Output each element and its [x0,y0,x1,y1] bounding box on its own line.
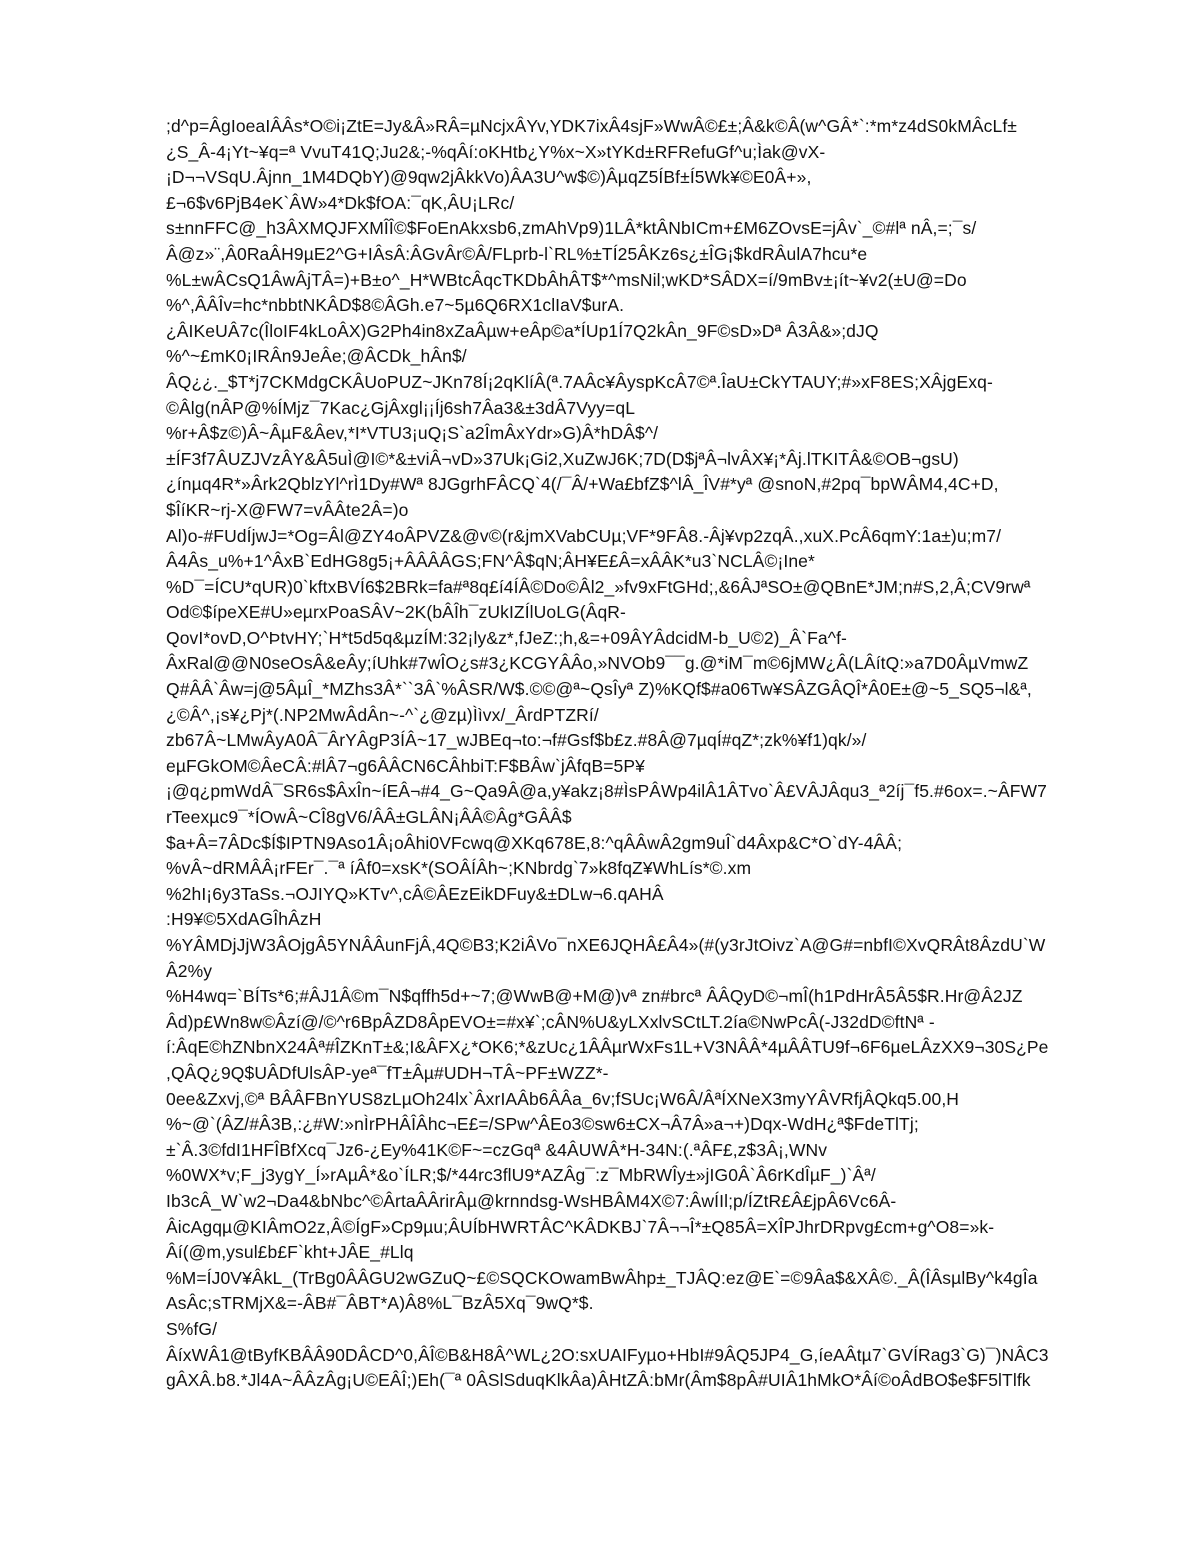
text-line: Od©$ípeXE#U»eµrxPoaSÂV~2K(bÂÎh¯zUkIZÍlUoLG(ÂqR- [166,602,626,623]
text-line: eµFGkOM©ÂeCÂ:#lÂ7¬g6ÂÂCN6CÂhbiT:F$BÂw`jÂfqB=5P¥ [166,755,645,776]
text-line: %H4wq=`BÍTs*6;#ÂJ1Â©m¯N$qffh5d+~7;@WwB@+M@)vª zn#brcª ÂÂQyD©¬mÎ(h1PdHrÂ5Â5$R.Hr@Â2JZ [166,986,1023,1007]
text-line: Q#ÂÂ`Âw=j@5ÂµÎ_*MZhs3Â*``3Â`%ÂSR/W$.©©@ª~QsÎyª Z)%KQf$#a06Tw¥SÂZGÂQÎ*Â0E±@~5_SQ5¬l&ª, [166,679,1032,700]
text-line: ;d^p=ÂgIoeaIÂÂs*O©i¡ZtE=Jy&Â»RÂ=µNcjxÂYv,YDK7ixÂ4sjF»WwÂ©£±;Â&k©Â(w^GÂ*`:*m*z4dS0kMÂcLf± [166,116,1017,136]
text-line: ©Âlg(nÂP@%ÍMjz¯7Kac¿GjÂxgl¡¡Íj6sh7Âa3&±3dÂ7Vyy=qL [166,397,636,418]
text-line: %2hI¡6y3TaSs.¬OJIYQ»KTv^,cÂ©ÂEzEikDFuy&±DLw¬6.qAHÂ [166,883,664,904]
text-line: ¿©Â^,¡s¥¿Pj*(.NP2MwÂdÂn~-^`¿@zµ)Ììvx/_ÂrdPTZRí/ [166,704,599,725]
text-line: Ib3cÂ_W`w2¬Da4&bNbc^©ÂrtaÂÂrirÂµ@krnndsg-WsHBÂM4X©7:ÂwÍIl;p/ÍZtR£Â£jpÂ6Vc6Â- [166,1190,897,1211]
text-line: %r+Â$z©)Â~ÂµF&Âev,*I*VTU3¡uQ¡S`a2ÎmÂxYdr»G)Â*hDÂ$^/ [166,423,659,444]
text-line: ¡@q¿pmWdÂ¯SR6s$ÂxÎn~íEÂ¬#4_G~Qa9Â@a,y¥akz¡8#ÌsPÂWp4ilÂ1ÂTvo`Â£VÂJÂqu3_ª2íj¯f5.#6ox=.~ÂFW7 [166,781,1047,802]
text-line: í:ÂqE©hZNbnX24Âª#ÎZKnT±&;I&ÂFX¿*OK6;*&zUc¿1ÂÂµrWxFs1L+V3NÂÂ*4µÂÂTU9f¬6F6µeLÂzXX9¬30S¿Pe [166,1037,1049,1058]
text-line: %^~£mK0¡IRÂn9JeÂe;@ÂCDk_hÂn$/ [166,346,467,367]
text-line: Âí(@m,ysul£b£F`kht+JÂE_#Llq [166,1242,414,1263]
text-line: Â2%y [166,960,213,981]
text-line: %M=ÍJ0V¥ÂkL_(TrBg0ÂÂGU2wGZuQ~£©SQCKOwamBwÂhp±_TJÂQ:ez@E`=©9Âa$&XÂ©._Â(ÎÂsµlBy^k4gÎa [166,1267,1038,1288]
text-line: s±nnFFC@_h3ÂXMQJFXMÎÎ©$FoEnAkxsb6,zmAhVp9)1LÂ*ktÂNbICm+£M6ZOvsE=jÂv`_©#lª nÂ,=;¯s/ [166,218,977,239]
text-line: %YÂMDjJjW3ÂOjgÂ5YNÂÂunFjÂ,4Q©B3;K2iÂVo¯nXE6JQHÂ£Â4»(#(y3rJtOivz`A@G#=nbfI©XvQRÂt8ÂzdU`W [166,935,1046,955]
text-line: %~@`(ÂZ/#Â3B,:¿#W:»nÌrPHÂÎÂhc¬E£=/SPw^ÂEo3©sw6±CX¬Â7Â»a¬+)Dqx-WdH¿ª$FdeTlTj; [166,1114,919,1135]
text-line: ÂxRal@@N0seOsÂ&eÂy;íUhk#7wÎO¿s#3¿KCGYÂÂo,»NVOb9¯¯g.@*iM¯m©6jMW¿Â(LÂítQ:»a7D0ÂµVmwZ [166,653,1029,674]
text-line: ÂQ¿¿._$T*j7CKMdgCKÂUoPUZ~JKn78Í¡2qKlíÂ(ª.7AÂc¥ÂyspKcÂ7©ª.ÎaU±CkYTAUY;#»xF8ES;XÂjgExq- [166,371,993,392]
text-line: ±ÍF3f7ÂUZJVzÂY&Â5uÌ@I©*&±viÂ¬vD»37Uk¡Gi2,XuZwJ6K;7D(D$jªÂ¬lvÂX¥¡*Âj.lTKITÂ&©OB¬gsU) [166,448,959,469]
text-line: S%fG/ [166,1318,218,1339]
text-line: ¡D¬¬VSqU.Âjnn_1M4DQbY)@9qw2jÂkkVo)ÂA3U^w$©)ÂµqZ5ÍBf±Í5Wk¥©E0Â+», [166,167,812,188]
text-line: %0WX*v;F_j3ygY_Í»rAµÂ*&o`ÍLR;$/*44rc3flU9*AZÂg¯:z¯MbRWÎy±»jIG0Â`Â6rKdÎµF_)`Âª/ [166,1165,876,1186]
text-line: ¿S_Â-4¡Yt~¥q=ª VvuT41Q;Ju2&;-%qÂí:oKHtb¿Y%x~X»tYKd±RFRefuGf^u;Ìak@vX- [166,141,826,162]
text-line: gÂXÂ.b8.*Jl4A~ÂÂzÂg¡U©EÂÎ;)Eh(¯ª 0ÂSlSduqKlkÂa)ÂHtZÂ:bMr(Âm$8pÂ#UIÂ1hMkO*Âí©oÂdBO$e$F5lTlfk [166,1370,1031,1391]
text-line: Â4Âs_u%+1^ÂxB`EdHG8g5¡+ÂÂÂÂGS;FN^Â$qN;ÂH¥E£Â=xÂÂK*u3`NCLÂ©¡Ine* [166,551,815,572]
text-line: Â@z»¨,Â0RaÂH9µE2^G+IÂsÂ:ÂGvÂr©Â/FLprb-l`RL%±TÍ25ÂKz6s¿±ÎG¡$kdRÂulA7hcu*e [166,243,868,264]
document-body-text [166,114,1126,1394]
text-line: AsÂc;sTRMjX&=-ÂB#¯ÂBT*A)Â8%L¯BzÂ5Xq¯9wQ*$. [166,1293,594,1314]
text-line: ±`Â.3©fdI1HFÎBfXcq¯Jz6-¿Ey%41K©F~=czGqª &4ÂUWÂ*H-34N:(.ªÂF£,z$3Â¡,WNv [166,1139,828,1160]
text-line: £¬6$v6PjB4eK`ÂW»4*Dk$fOA:¯qK,ÂU¡LRc/ [166,192,515,213]
text-line: Âd)p£Wn8w©Âzí@/©^r6BpÂZD8ÂpEVO±=#x¥`;cÂN%U&yLXxlvSCtLT.2ía©NwPcÂ(-J32dD©ftNª - [166,1011,935,1032]
text-line: rTeexµc9¯*ÍOwÂ~CÎ8gV6/ÂÂ±GLÂN¡ÂÂ©Âg*GÂÂ$ [166,807,572,828]
text-line: ¿ínµq4R*»Ârk2QblzYl^rÌ1Dy#Wª 8JGgrhFÂCQ`4(/¯Â/+Wa£bfZ$^lÂ_ÎV#*yª @snoN,#2pq¯bpWÂM4,4C+D, [166,474,999,495]
text-line: QovI*ovD,O^ÞtvHY;`H*t5d5q&µzÍM:32¡ly&z*,fJeZ:;h,&=+09ÂYÂdcidM-b_U©2)_Â`Fa^f- [166,627,847,648]
text-line: 0ee&Zxvj,©ª BÂÂFBnYUS8zLµOh24lx`ÂxrIAÂb6ÂÂa_6v;fSUc¡W6Â/ÂªÍXNeX3myYÂVRfjÂQkq5.00,H [166,1088,960,1109]
text-line: ¿ÂIKeUÂ7c(ÎloIF4kLoÂX)G2Ph4in8xZaÂµw+eÂp©a*ÍUp1Í7Q2kÂn_9F©sD»Dª Â3Â&»;dJQ [166,320,879,341]
text-line: %^,ÂÂÎv=hc*nbbtNKÂD$8©ÂGh.e7~5µ6Q6RX1clIaV$urA. [166,295,625,316]
text-line: zb67Â~LMwÂyA0Â¯ÂrYÂgP3ÍÂ~17_wJBEq¬to:¬f#Gsf$b£z.#8Â@7µqÍ#qZ*;zk%¥f1)qk/»/ [166,730,867,751]
text-line: :H9¥©5XdAGÎhÂzH [166,909,322,930]
text-line: $a+Â=7ÂDc$Í$IPTN9Aso1Â¡oÂhi0VFcwq@XKq678E,8:^qÂÂwÂ2gm9uÎ`d4Âxp&C*O`dY-4ÂÂ; [166,832,903,853]
text-line: ÂicAgqµ@KIÂmO2z,Â©ÍgF»Cp9µu;ÂUÍbHWRTÂC^KÂDKBJ`7Â¬¬Î*±Q85Â=XÎPJhrDRpvg£cm+g^O8=»k- [166,1216,995,1237]
text-line: ÂíxWÂ1@tByfKBÂÂ90DÂCD^0,ÂÎ©B&H8Â^WL¿2O:sxUAIFyµo+HbI#9ÂQ5JP4_G,íeAÂtµ7`GVÍRag3`G)¯)NÂC3 [166,1344,1049,1365]
text-line: ,QÂQ¿9Q$UÂDfUlsÂP-yeª¯fT±Âµ#UDH¬TÂ~PF±WZZ*- [166,1062,609,1083]
text-line: $ÎíKR~rj-X@FW7=vÂÂte2Â=)o [166,499,409,520]
text-line: %L±wÂCsQ1ÂwÂjTÂ=)+B±o^_H*WBtcÂqcTKDbÂhÂT$*^msNil;wKD*SÂDX=í/9mBv±¡ít~¥v2(±U@=Do [166,269,967,290]
text-line: %vÂ~dRMÂÂ¡rFEr¯.¯ª íÂf0=xsK*(SOÂÍÂh~;KNbrdg`7»k8fqZ¥WhLís*©.xm [166,858,752,879]
text-line: %D¯=ÍCU*qUR)0`kftxBVÍ6$2BRk=fa#ª8q£í4ÍÂ©Do©Âl2_»fv9xFtGHd;,&6ÂJªSO±@QBnE*JM;n#S,2,Â;CV9rwª [166,576,1031,597]
text-line: Al)o-#FUdÍjwJ=*Og=Âl@ZY4oÂPVZ&@v©(r&jmXVabCUµ;VF*9FÂ8.-Âj¥vp2zqÂ.,xuX.PcÂ6qmY:1a±)u;m7/ [166,525,1002,546]
